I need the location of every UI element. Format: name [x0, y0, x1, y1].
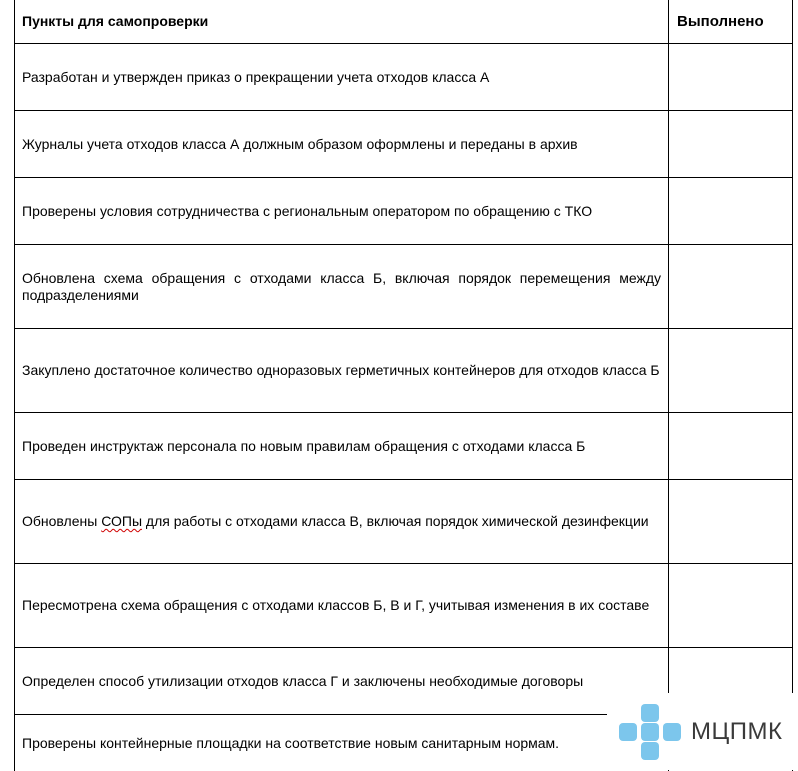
table-row	[15, 44, 793, 111]
logo-text: МЦПМК	[691, 718, 782, 746]
done-cell[interactable]	[669, 480, 793, 564]
table-row	[15, 178, 793, 245]
done-cell[interactable]	[669, 329, 793, 413]
done-cell[interactable]	[669, 245, 793, 329]
row-text: Обновлена схема обращения с отходами класса Б, включая порядок перемещения между подразделениями	[15, 245, 669, 329]
row-text-after: для работы с отходами класса В, включая порядок химической дезинфекции	[142, 513, 649, 529]
row-text: Разработан и утвержден приказ о прекращении учета отходов класса А	[15, 44, 669, 111]
row-text: Проверены контейнерные площадки на соответствие новым санитарным нормам.	[15, 715, 669, 771]
spellcheck-marked-word: СОПы	[101, 513, 142, 529]
table-row	[15, 329, 793, 413]
table-row	[15, 111, 793, 178]
row-text-before: Обновлены	[22, 513, 101, 529]
header-done: Выполнено	[669, 0, 793, 44]
done-cell[interactable]	[669, 413, 793, 480]
done-cell[interactable]	[669, 111, 793, 178]
done-cell[interactable]	[669, 178, 793, 245]
row-text: Пересмотрена схема обращения с отходами классов Б, В и Г, учитывая изменения в их составе	[15, 564, 669, 648]
self-check-table	[14, 0, 793, 771]
table-header-row	[15, 0, 793, 44]
table-row	[15, 564, 793, 648]
header-items: Пункты для самопроверки	[15, 0, 669, 44]
row-text	[15, 480, 669, 564]
row-text: Журналы учета отходов класса А должным образом оформлены и переданы в архив	[15, 111, 669, 178]
done-cell[interactable]	[669, 44, 793, 111]
medical-cross-icon	[617, 702, 683, 762]
row-text: Проверены условия сотрудничества с региональным оператором по обращению с ТКО	[15, 178, 669, 245]
table-row	[15, 245, 793, 329]
row-text: Проведен инструктаж персонала по новым правилам обращения с отходами класса Б	[15, 413, 669, 480]
table-row	[15, 480, 793, 564]
logo	[607, 693, 798, 770]
done-cell[interactable]	[669, 564, 793, 648]
table-row	[15, 413, 793, 480]
row-text: Определен способ утилизации отходов класса Г и заключены необходимые договоры	[15, 648, 669, 715]
row-text: Закуплено достаточное количество одноразовых герметичных контейнеров для отходов класса Б	[15, 329, 669, 413]
